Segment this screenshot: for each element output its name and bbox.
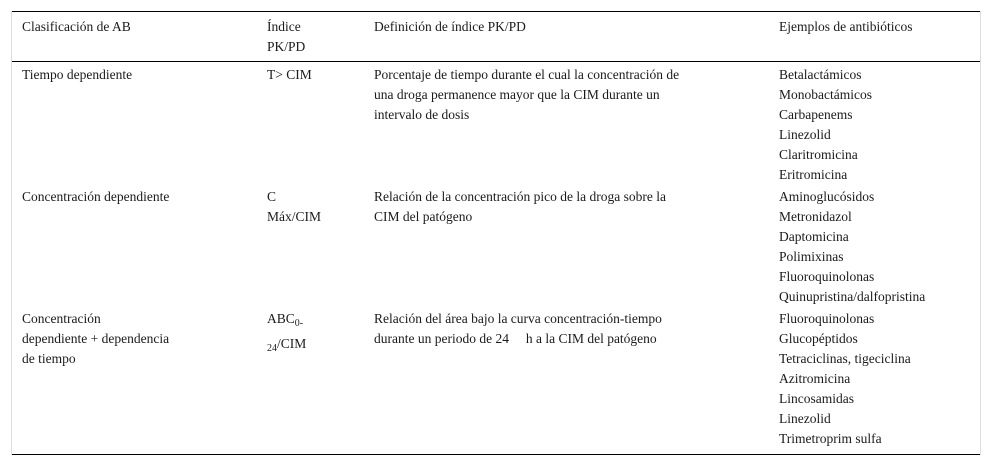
row1-definition-line: Porcentaje de tiempo durante el cual la concentración de	[374, 67, 680, 82]
example-item: Aminoglucósidos	[779, 189, 875, 204]
example-item: Lincosamidas	[779, 391, 854, 406]
example-item: Linezolid	[779, 127, 831, 142]
row3-classification-line1: Concentración	[22, 311, 101, 326]
row1-index: T> CIM	[267, 67, 312, 82]
example-item: Daptomicina	[779, 229, 849, 244]
header-classification: Clasificación de AB	[22, 19, 131, 34]
row2-definition-line: CIM del patógeno	[374, 209, 473, 224]
row3-index	[267, 309, 357, 359]
row2-index-line2: Máx/CIM	[267, 209, 321, 224]
row1-examples	[779, 65, 979, 185]
row3-definition-line: durante un periodo de 24 h a la CIM del patógeno	[374, 331, 657, 346]
example-item: Linezolid	[779, 411, 831, 426]
row2-definition	[374, 187, 739, 227]
example-item: Metronidazol	[779, 209, 852, 224]
header-definition: Definición de índice PK/PD	[374, 19, 526, 34]
example-item: Quinupristina/dalfopristina	[779, 289, 926, 304]
row2-classification: Concentración dependiente	[22, 189, 170, 204]
row3-classification	[22, 309, 252, 369]
row2-index	[267, 187, 357, 227]
row3-index-sub1: 0-	[294, 318, 304, 329]
row2-definition-line: Relación de la concentración pico de la droga sobre la	[374, 189, 666, 204]
example-item: Fluoroquinolonas	[779, 269, 875, 284]
header-index	[267, 17, 357, 57]
example-item: Azitromicina	[779, 371, 851, 386]
row1-definition-line: intervalo de dosis	[374, 107, 470, 122]
example-item: Tetraciclinas, tigeciclina	[779, 351, 911, 366]
example-item: Trimetroprim sulfa	[779, 431, 882, 446]
row3-classification-word: dependiente	[22, 331, 88, 346]
row2-index-line1: C	[267, 189, 277, 204]
row3-index-tail: /CIM	[277, 336, 307, 351]
row3-classification-word: dependencia	[101, 331, 170, 346]
example-item: Monobactámicos	[779, 87, 872, 102]
row3-index-sub2: 24	[267, 343, 277, 354]
table-top-rule	[12, 11, 980, 12]
row3-index-abc: ABC	[267, 311, 295, 326]
row3-classification-line3: de tiempo	[22, 351, 76, 366]
header-index-line2: PK/PD	[267, 39, 306, 54]
row2-examples	[779, 187, 979, 307]
example-item: Eritromicina	[779, 167, 848, 182]
example-item: Fluoroquinolonas	[779, 311, 875, 326]
example-item: Carbapenems	[779, 107, 853, 122]
row1-classification: Tiempo dependiente	[22, 67, 133, 82]
example-item: Polimixinas	[779, 249, 844, 264]
row3-index-line1	[267, 309, 357, 334]
row3-classification-plus: +	[90, 331, 99, 346]
example-item: Betalactámicos	[779, 67, 862, 82]
table-header-rule	[12, 61, 980, 62]
example-item: Claritromicina	[779, 147, 858, 162]
row1-definition-line: una droga permanence mayor que la CIM durante un	[374, 87, 660, 102]
header-index-line1: Índice	[267, 19, 301, 34]
row3-classification-line2	[22, 329, 226, 349]
pkpd-table	[11, 11, 981, 455]
row3-definition	[374, 309, 739, 349]
example-item: Glucopéptidos	[779, 331, 858, 346]
row3-index-line2	[267, 334, 357, 359]
row3-definition-line: Relación del área bajo la curva concentración-tiempo	[374, 311, 662, 326]
table-bottom-rule	[12, 454, 980, 455]
row1-definition	[374, 65, 739, 125]
header-examples: Ejemplos de antibióticos	[779, 19, 913, 34]
row3-examples	[779, 309, 979, 449]
